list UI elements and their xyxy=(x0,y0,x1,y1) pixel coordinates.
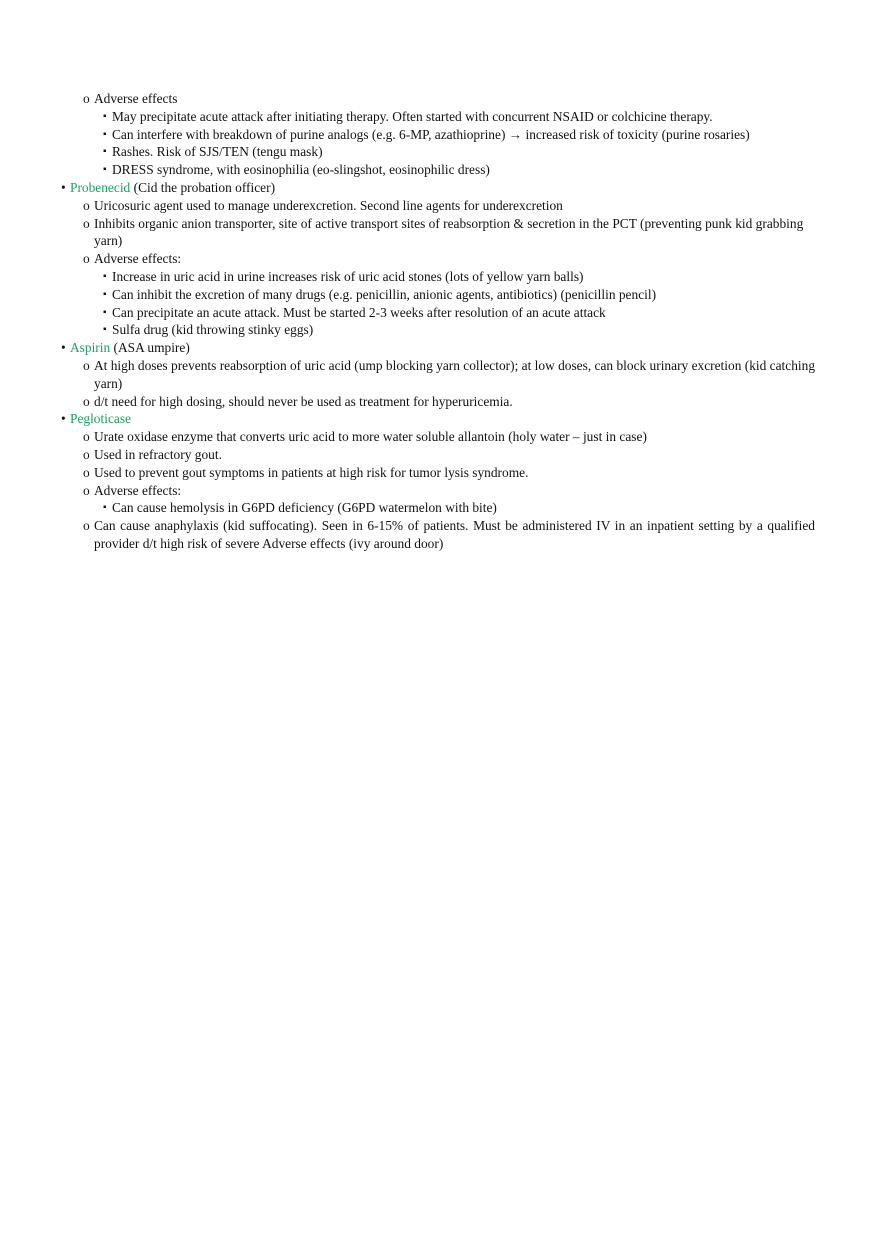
drug-name: Aspirin xyxy=(70,340,111,356)
list-marker: ▪ xyxy=(103,502,107,514)
list-marker: o xyxy=(83,215,90,231)
list-item-text: Can interfere with breakdown of purine analogs (e.g. 6-MP, azathioprine) → increased risk of toxicity (purine rosaries) xyxy=(112,126,750,142)
list-item xyxy=(0,143,815,161)
list-item-text: Inhibits organic anion transporter, site of active transport sites of reabsorption & secretion in the PCT (preventing punk kid grabbing yarn) xyxy=(94,215,804,249)
list-item-text: DRESS syndrome, with eosinophilia (eo-slingshot, eosinophilic dress) xyxy=(112,162,490,178)
list-item xyxy=(0,161,815,179)
list-item xyxy=(0,126,815,144)
list-item xyxy=(0,517,815,553)
drug-entry-aspirin xyxy=(0,339,815,357)
list-item-text: At high doses prevents reabsorption of uric acid (ump blocking yarn collector); at low doses, can block urinary excretion (kid catching yarn) xyxy=(94,357,816,391)
drug-entry-pegloticase xyxy=(0,410,815,428)
list-item xyxy=(0,482,815,500)
adverse-effects-heading: Adverse effects: xyxy=(94,251,182,267)
list-item xyxy=(0,108,815,126)
list-marker: o xyxy=(83,429,90,445)
list-item-text: Can cause hemolysis in G6PD deficiency (G6PD watermelon with bite) xyxy=(112,500,497,516)
list-marker: ▪ xyxy=(103,270,107,282)
drug-mnemonic: (ASA umpire) xyxy=(113,340,190,356)
list-marker: o xyxy=(83,357,90,373)
list-item xyxy=(0,464,815,482)
list-item-text: May precipitate acute attack after initiating therapy. Often started with concurrent NSAID or colchicine therapy. xyxy=(112,108,713,124)
list-marker: o xyxy=(83,393,90,409)
list-marker: ▪ xyxy=(103,324,107,336)
list-item xyxy=(0,321,815,339)
list-marker: ▪ xyxy=(103,128,107,140)
list-item xyxy=(0,393,815,411)
list-marker: • xyxy=(61,340,66,356)
list-marker: • xyxy=(61,179,66,195)
list-item xyxy=(0,304,815,322)
list-marker: ▪ xyxy=(103,288,107,300)
list-marker: o xyxy=(83,518,90,534)
list-item xyxy=(0,197,815,215)
list-item xyxy=(0,250,815,268)
adverse-effects-heading: Adverse effects: xyxy=(94,482,182,498)
list-item-text: Urate oxidase enzyme that converts uric acid to more water soluble allantoin (holy water – just in case) xyxy=(94,429,647,445)
list-item xyxy=(0,357,815,393)
list-item-text: Increase in uric acid in urine increases risk of uric acid stones (lots of yellow yarn balls) xyxy=(112,268,584,284)
list-item-text: Rashes. Risk of SJS/TEN (tengu mask) xyxy=(112,144,323,160)
list-item-text: Used to prevent gout symptoms in patients at high risk for tumor lysis syndrome. xyxy=(94,464,529,480)
list-item xyxy=(0,90,815,108)
list-item xyxy=(0,215,815,251)
list-item xyxy=(0,499,815,517)
document-page xyxy=(0,90,880,553)
list-item-text: d/t need for high dosing, should never be used as treatment for hyperuricemia. xyxy=(94,393,513,409)
drug-name: Probenecid xyxy=(70,179,131,195)
list-item xyxy=(0,268,815,286)
list-item xyxy=(0,428,815,446)
list-marker: o xyxy=(83,446,90,462)
list-marker: o xyxy=(83,91,90,106)
list-marker: ▪ xyxy=(103,110,107,122)
list-marker: o xyxy=(83,197,90,213)
list-item-text: Uricosuric agent used to manage underexcretion. Second line agents for underexcretion xyxy=(94,197,563,213)
list-marker: ▪ xyxy=(103,146,107,158)
list-item xyxy=(0,446,815,464)
list-marker: ▪ xyxy=(103,164,107,176)
drug-entry-probenecid xyxy=(0,179,815,197)
list-marker: ▪ xyxy=(103,306,107,318)
drug-mnemonic: (Cid the probation officer) xyxy=(133,179,276,195)
list-item-text: Used in refractory gout. xyxy=(94,446,222,462)
list-item xyxy=(0,286,815,304)
adverse-effects-heading: Adverse effects xyxy=(94,91,178,106)
list-marker: o xyxy=(83,482,90,498)
list-marker: • xyxy=(61,411,66,427)
drug-name: Pegloticase xyxy=(70,411,131,427)
list-item-text: Can cause anaphylaxis (kid suffocating). Seen in 6-15% of patients. Must be administered IV in an inpatient setting by a qualified provider d/t high risk of severe Adverse effects (ivy around door) xyxy=(94,518,815,551)
list-item-text: Sulfa drug (kid throwing stinky eggs) xyxy=(112,322,314,338)
list-item-text: Can precipitate an acute attack. Must be started 2-3 weeks after resolution of an acute attack xyxy=(112,304,606,320)
list-marker: o xyxy=(83,464,90,480)
list-item-text: Can inhibit the excretion of many drugs (e.g. penicillin, anionic agents, antibiotics) (penicillin pencil) xyxy=(112,286,657,302)
list-marker: o xyxy=(83,251,90,267)
